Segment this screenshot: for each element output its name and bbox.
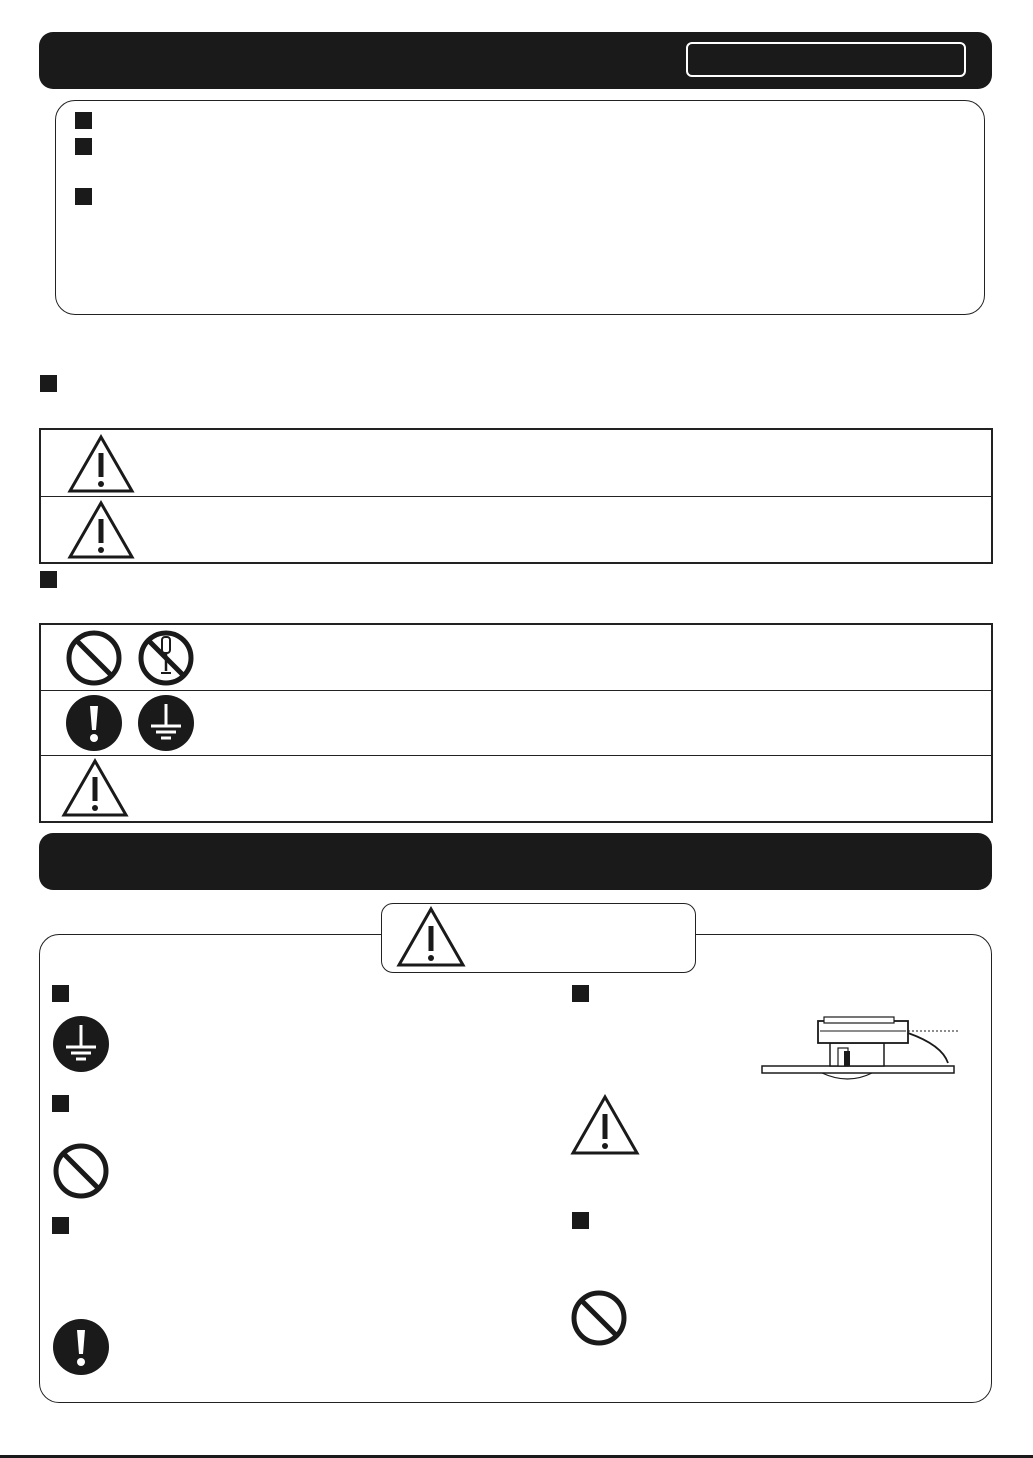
symbols-bullet xyxy=(40,571,57,588)
symbols-row-3 xyxy=(41,755,991,820)
signal-row-1 xyxy=(41,430,991,496)
prohibition-icon xyxy=(570,1289,628,1347)
left-item-3-bullet xyxy=(52,1217,69,1234)
safety-panel xyxy=(39,934,992,1403)
top-section-banner xyxy=(39,32,992,89)
signal-row-2 xyxy=(41,496,991,561)
warning-callout xyxy=(381,903,696,973)
prohibition-icon xyxy=(65,629,123,687)
signal-words-table xyxy=(39,428,993,564)
top-banner-tag xyxy=(686,42,966,77)
mandatory-action-icon xyxy=(52,1318,110,1376)
prohibition-icon xyxy=(52,1142,110,1200)
intro-panel xyxy=(55,100,985,315)
middle-section-banner xyxy=(39,833,992,890)
no-disassembly-icon xyxy=(137,629,195,687)
signal-words-bullet xyxy=(40,375,57,392)
intro-bullet-1 xyxy=(75,112,92,129)
ground-connection-icon xyxy=(52,1015,110,1073)
warning-triangle-icon xyxy=(396,906,466,968)
symbols-table xyxy=(39,623,993,823)
right-item-1-bullet xyxy=(572,985,589,1002)
caution-triangle-icon xyxy=(570,1094,640,1156)
right-item-2-bullet xyxy=(572,1212,589,1229)
left-item-1-bullet xyxy=(52,985,69,1002)
symbols-row-2 xyxy=(41,690,991,756)
intro-bullet-3 xyxy=(75,188,92,205)
warning-triangle-icon xyxy=(67,434,135,494)
warning-triangle-icon xyxy=(67,500,135,560)
intro-bullet-2 xyxy=(75,138,92,155)
mandatory-action-icon xyxy=(65,694,123,752)
symbols-row-1 xyxy=(41,625,991,690)
left-item-2-bullet xyxy=(52,1095,69,1112)
ceiling-device-diagram xyxy=(760,1015,960,1087)
caution-triangle-icon xyxy=(61,758,129,818)
ground-connection-icon xyxy=(137,694,195,752)
